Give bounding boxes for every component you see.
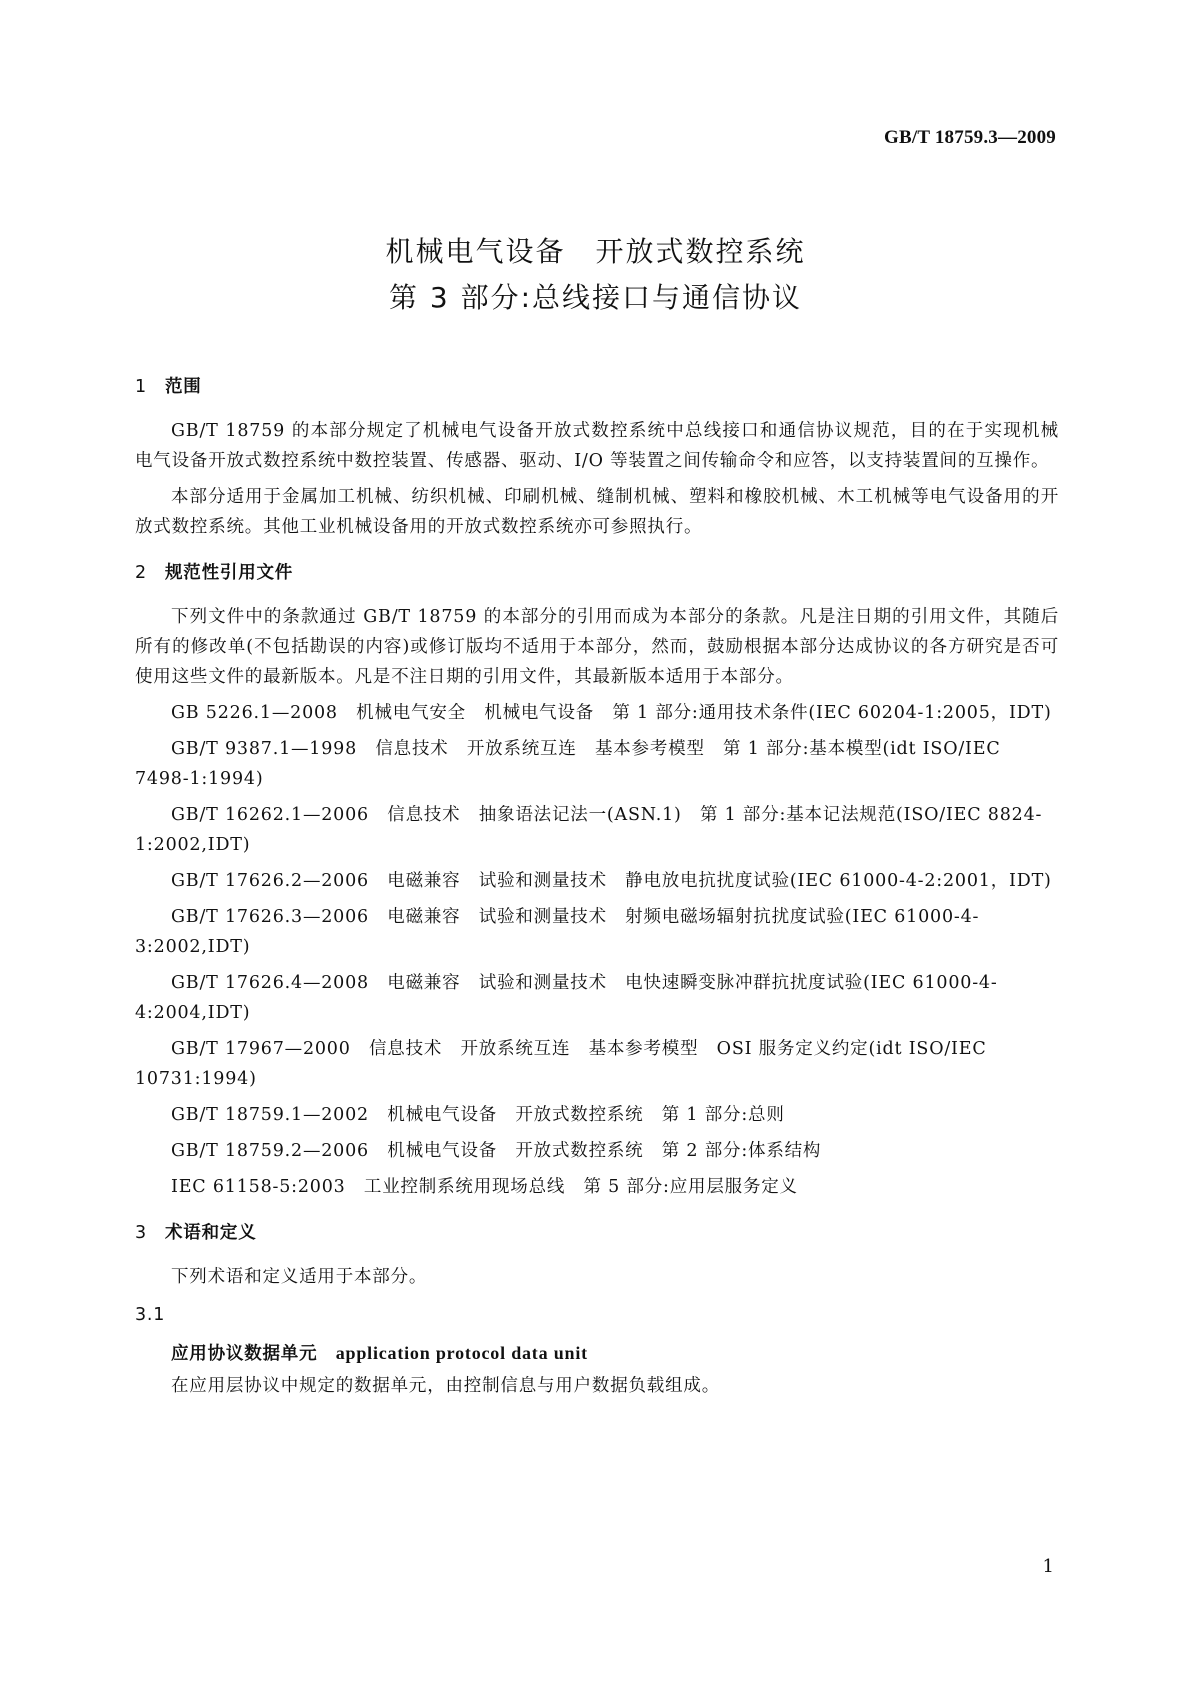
section-title: 范围 xyxy=(165,377,202,397)
reference-item: GB/T 16262.1—2006 信息技术 抽象语法记法一(ASN.1) 第 1 部分:基本记法规范(ISO/IEC 8824-1:2002,IDT) xyxy=(135,805,1043,855)
section-title: 规范性引用文件 xyxy=(165,563,294,583)
section-number: 1 xyxy=(135,377,147,397)
section-3-intro: 下列术语和定义适用于本部分。 xyxy=(171,1267,428,1287)
section-2-heading xyxy=(135,558,1059,588)
title-line-2: 第 3 部分:总线接口与通信协议 xyxy=(388,281,803,314)
document-body xyxy=(135,372,1059,1401)
term-definition: 在应用层协议中规定的数据单元，由控制信息与用户数据负载组成。 xyxy=(171,1376,720,1396)
reference-item: GB/T 17967—2000 信息技术 开放系统互连 基本参考模型 OSI 服务定义约定(idt ISO/IEC 10731:1994) xyxy=(135,1039,993,1089)
standard-number: GB/T 18759.3—2009 xyxy=(884,127,1056,148)
reference-item: GB/T 18759.1—2002 机械电气设备 开放式数控系统 第 1 部分:总则 xyxy=(171,1105,785,1125)
term-name xyxy=(135,1338,1059,1369)
reference-item: GB/T 18759.2—2006 机械电气设备 开放式数控系统 第 2 部分:体系结构 xyxy=(171,1141,822,1161)
section-title: 术语和定义 xyxy=(165,1223,257,1243)
reference-item: GB/T 17626.2—2006 电磁兼容 试验和测量技术 静电放电抗扰度试验(IEC 61000-4-2:2001，IDT) xyxy=(171,871,1052,891)
term-number: 3.1 xyxy=(135,1305,166,1325)
reference-item: GB/T 9387.1—1998 信息技术 开放系统互连 基本参考模型 第 1 部分:基本模型(idt ISO/IEC 7498-1:1994) xyxy=(135,739,1007,789)
section-1-paragraph: GB/T 18759 的本部分规定了机械电气设备开放式数控系统中总线接口和通信协议规范，目的在于实现机械电气设备开放式数控系统中数控装置、传感器、驱动、I/O 等装置之间传输命令和应答，以支持装置间的互操作。 xyxy=(135,421,1059,471)
reference-item: IEC 61158-5:2003 工业控制系统用现场总线 第 5 部分:应用层服务定义 xyxy=(171,1177,798,1197)
section-3-heading xyxy=(135,1218,1059,1248)
reference-item: GB/T 17626.3—2006 电磁兼容 试验和测量技术 射频电磁场辐射抗扰度试验(IEC 61000-4-3:2002,IDT) xyxy=(135,907,980,957)
term-name-en: application protocol data unit xyxy=(335,1343,588,1363)
reference-item: GB 5226.1—2008 机械电气安全 机械电气设备 第 1 部分:通用技术条件(IEC 60204-1:2005，IDT) xyxy=(171,703,1052,723)
title-line-1: 机械电气设备 开放式数控系统 xyxy=(385,235,806,268)
section-2-intro: 下列文件中的条款通过 GB/T 18759 的本部分的引用而成为本部分的条款。凡是注日期的引用文件，其随后所有的修改单(不包括勘误的内容)或修订版均不适用于本部分，然而，鼓励根据本部分达成协议的各方研究是否可使用这些文件的最新版本。凡是不注日期的引用文件，其最新版本适用于本部分。 xyxy=(135,607,1059,687)
section-number: 2 xyxy=(135,563,147,583)
section-1-paragraph: 本部分适用于金属加工机械、纺织机械、印刷机械、缝制机械、塑料和橡胶机械、木工机械等电气设备用的开放式数控系统。其他工业机械设备用的开放式数控系统亦可参照执行。 xyxy=(135,487,1059,537)
reference-item: GB/T 17626.4—2008 电磁兼容 试验和测量技术 电快速瞬变脉冲群抗扰度试验(IEC 61000-4-4:2004,IDT) xyxy=(135,973,998,1023)
section-1-heading xyxy=(135,372,1059,402)
term-name-cn: 应用协议数据单元 xyxy=(171,1344,318,1364)
section-number: 3 xyxy=(135,1223,147,1243)
page-number: 1 xyxy=(1042,1556,1054,1577)
